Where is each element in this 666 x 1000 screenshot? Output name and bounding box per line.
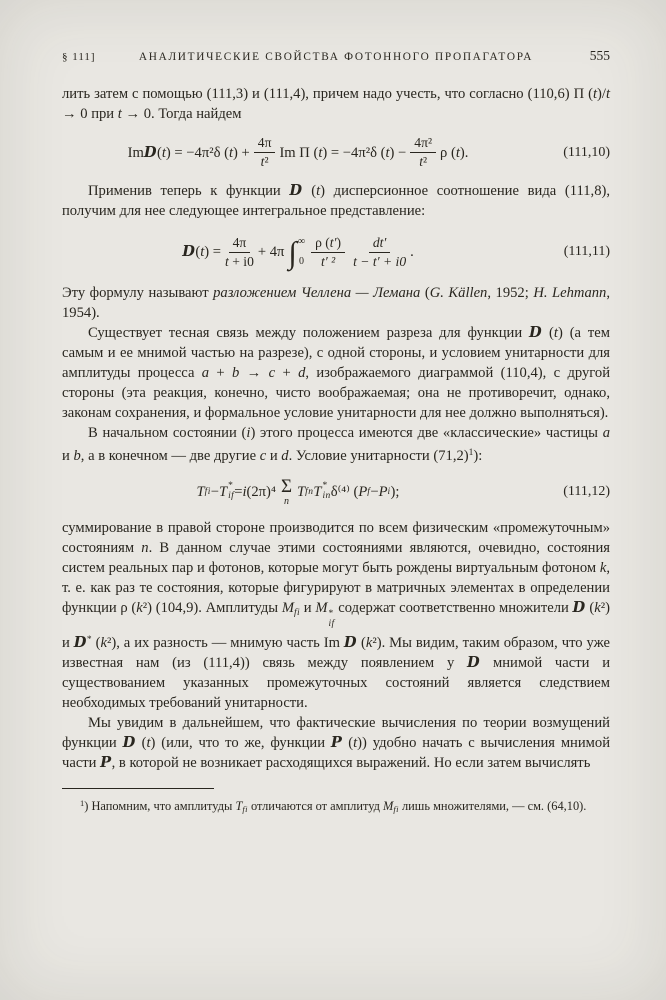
text-run: 4π²	[414, 135, 433, 150]
text-run: + 4π	[257, 244, 285, 261]
text-run: a	[602, 425, 610, 442]
page-body	[62, 84, 610, 773]
fraction	[311, 235, 345, 270]
text-run: Мы увидим в дальнейшем, что фактические вычисления по теории возмущений функции	[62, 715, 610, 751]
text-run: содержат соответственно множители	[334, 600, 573, 617]
text-run: t	[117, 106, 122, 122]
integral-upper-limit: ∞	[297, 236, 306, 248]
text-run: , в которой не возникает расходящихся выражений. Но если затем вычислять	[111, 755, 591, 771]
paragraph-3	[62, 283, 610, 323]
text-run: )/	[597, 86, 606, 102]
text-run: d	[298, 365, 306, 382]
text-run: k	[594, 600, 601, 617]
text-run: t − t′ + i0	[353, 253, 407, 269]
text-run: лить затем с помощью (111,3) и (111,4), причем надо учесть, что согласно (110,6) Π (	[62, 86, 593, 102]
text-run: ) дисперсионное соотношение вида (111,8), получим для нее следующее интегральное представление:	[62, 183, 610, 220]
fraction-numerator	[369, 235, 391, 253]
equation-content	[197, 477, 400, 507]
paragraph-4	[62, 323, 610, 423]
fraction	[410, 135, 436, 170]
text-run: t	[316, 183, 321, 200]
text-run: D	[182, 243, 196, 261]
text-run: , т. е. как раз те состояния, которые фигурируют в матричных элементах в определении функции ρ (	[62, 560, 610, 617]
text-run: ρ (	[315, 234, 330, 250]
text-run: k	[599, 560, 607, 577]
text-run: fi	[294, 608, 301, 619]
text-run: (	[156, 144, 162, 161]
text-run: b	[73, 448, 81, 465]
footnote-rule	[62, 788, 214, 789]
text-run: суммирование в правой стороне производится по всем физическим «промежуточным» состояниям	[62, 520, 610, 557]
text-run: T	[313, 484, 322, 501]
text-run: (	[195, 244, 201, 261]
equation-number: (111,12)	[563, 484, 610, 500]
text-run: P	[330, 734, 343, 751]
paragraph-1	[62, 84, 610, 124]
text-run: , изображаемого диаграммой (110,4), с другой стороны (эта реакция, конечно, чисто воображаемая; она не противоречит, однако, законам сохранения, и формальное условие унитарности для нее должно выполняться).	[62, 365, 611, 422]
text-run: −	[370, 484, 379, 501]
equation-content	[128, 135, 469, 170]
text-run: 4π	[257, 135, 272, 150]
text-run: D	[143, 143, 157, 161]
text-run: (	[91, 635, 101, 651]
text-run: +	[275, 365, 299, 382]
text-run: i	[242, 484, 247, 501]
display-equation-111-10	[62, 135, 610, 170]
text-run: D	[343, 634, 358, 651]
text-run: и	[300, 600, 316, 617]
display-equation-111-11	[62, 232, 610, 272]
text-run: →	[239, 365, 269, 382]
text-run: отличаются от амплитуд	[247, 799, 384, 813]
text-run: ) (а тем самым и ее мнимой частью на разрезе), с одной стороны, и условием унитарности для амплитуды процесса	[62, 325, 610, 382]
text-run: (	[357, 635, 366, 651]
text-run: −	[210, 484, 219, 501]
text-run: ²) (104,9). Амплитуды	[142, 600, 282, 617]
paragraph-7	[62, 713, 610, 773]
text-run: ) = −4π²δ (	[322, 144, 386, 161]
text-run: fn	[305, 487, 314, 498]
text-run: T	[235, 799, 243, 813]
integral-limits	[298, 232, 305, 272]
display-equation-111-12	[62, 477, 610, 507]
text-run: H. Lehmann	[533, 285, 607, 302]
fraction	[225, 235, 254, 270]
page-number: 555	[589, 48, 610, 63]
text-run: t	[200, 244, 205, 261]
integral-sign: ∫	[288, 234, 297, 270]
text-run: Im	[127, 144, 144, 161]
text-run: M	[383, 799, 394, 813]
text-run: (	[135, 735, 147, 751]
text-run: t	[353, 735, 358, 751]
fraction-denominator	[419, 153, 427, 170]
paragraph-2	[62, 181, 610, 221]
text-run: t	[605, 86, 610, 102]
text-run: (	[302, 183, 317, 200]
text-run: t	[455, 144, 460, 161]
text-run: t	[385, 144, 390, 161]
text-run: (	[542, 325, 554, 342]
fraction-numerator	[229, 235, 251, 253]
subscript: if	[328, 619, 335, 630]
text-run: fi	[204, 487, 211, 498]
text-run: )	[336, 234, 342, 250]
text-run: t′ ²	[320, 253, 336, 269]
fraction-denominator	[321, 253, 335, 270]
summation-index: n	[284, 496, 290, 508]
fraction-numerator	[254, 135, 276, 153]
text-run: a	[201, 365, 210, 382]
text-run: ) −	[389, 144, 407, 161]
text-run: (2π)⁴	[246, 484, 276, 501]
text-run: ) (или, что то же, функции	[150, 735, 331, 751]
text-run: t	[318, 144, 323, 161]
text-run: ρ (	[440, 144, 456, 161]
running-title: АНАЛИТИЧЕСКИЕ СВОЙСТВА ФОТОННОГО ПРОПАГАТОРА	[138, 51, 534, 63]
text-run: M	[281, 600, 294, 617]
text-run: f	[367, 487, 371, 498]
text-run: +	[209, 365, 233, 382]
text-run: k	[100, 635, 107, 651]
text-run: ) +	[233, 144, 250, 161]
text-run: fi	[393, 804, 399, 814]
text-run: и	[266, 448, 282, 465]
text-run: P	[100, 754, 112, 771]
text-run: P	[358, 484, 368, 501]
text-run: i	[387, 487, 391, 498]
footnote-area	[62, 788, 610, 818]
fraction-denominator	[353, 253, 406, 270]
text-run: . В данном случае этими состояниями являются, очевидно, состояния систем реальных пар и фотонов, которые могут быть рождены виртуальным фотоном	[62, 540, 610, 577]
text-run: В начальном состоянии (	[88, 425, 247, 442]
text-run: t	[161, 144, 166, 161]
integral	[288, 232, 305, 272]
text-run: δ⁽⁴⁾ (	[330, 484, 359, 501]
text-run: =	[234, 484, 243, 501]
fraction-numerator	[410, 135, 436, 153]
text-run: k	[136, 600, 143, 617]
text-run: ) = −4π²δ (	[165, 144, 229, 161]
text-run: (	[342, 735, 354, 751]
paragraph-5	[62, 423, 610, 466]
text-run: T	[218, 484, 228, 501]
running-header	[62, 48, 610, 64]
superscript: *	[328, 609, 334, 620]
text-run: лишь множителями, — см. (64,10).	[398, 799, 587, 813]
summation-sign: Σ	[280, 476, 293, 498]
text-run: . Условие унитарности (71,2)	[288, 448, 469, 465]
paragraph-6	[62, 518, 610, 713]
text-run: ) =	[204, 244, 222, 261]
subscript: in	[322, 491, 331, 502]
text-run: c	[259, 448, 267, 465]
superscript: *	[322, 481, 328, 492]
text-run: t	[228, 144, 234, 161]
text-run: i	[246, 425, 251, 442]
text-run: k	[365, 635, 373, 651]
integral-lower-limit: 0	[298, 256, 304, 268]
text-run: D	[122, 734, 136, 751]
text-run: D	[289, 182, 303, 200]
text-run: ).	[459, 144, 469, 161]
superscript-subscript	[323, 482, 331, 502]
text-run: разложением Челлена — Лемана	[213, 285, 421, 302]
fraction-numerator	[311, 235, 345, 253]
superscript: *	[228, 481, 233, 492]
text-run: , 1952;	[487, 285, 534, 302]
text-run: G. Källen	[429, 285, 488, 302]
text-run: Применив теперь к функции	[88, 183, 290, 200]
text-run: мнимой части и существованием указанных промежуточных состояний является следствием необходимых требований унитарности.	[62, 655, 611, 711]
text-run: , 1954).	[62, 285, 611, 322]
text-run: t	[553, 325, 558, 342]
subscript: if	[228, 491, 235, 502]
text-run: .	[410, 244, 414, 261]
text-run: D	[73, 634, 87, 651]
text-run: ) этого процесса имеются две «классические» частицы	[250, 425, 603, 442]
text-run: t	[419, 154, 423, 170]
text-run: dt′	[372, 234, 387, 250]
text-run: 1	[468, 448, 474, 459]
text-run: ²), а их разность — мнимую часть Im	[106, 635, 344, 651]
text-run: fi	[242, 804, 248, 814]
text-run: ) Напомним, что амплитуды	[84, 799, 236, 813]
text-run: ²	[423, 154, 428, 170]
fraction-denominator	[225, 253, 254, 270]
text-run: D	[572, 599, 586, 617]
text-run: b	[232, 365, 240, 382]
text-run: n	[141, 540, 149, 557]
text-run: )) удобно начать с вычисления мнимой части	[62, 735, 611, 771]
text-run: и	[62, 448, 74, 465]
text-run: );	[390, 484, 400, 501]
text-run: t	[592, 86, 598, 102]
fraction-denominator	[261, 153, 269, 170]
text-run: → 0. Тогда найдем	[121, 106, 242, 122]
section-marker: § 111]	[62, 51, 96, 63]
text-run: T	[297, 484, 306, 501]
text-run: t′	[329, 234, 337, 250]
equation-content	[182, 232, 414, 272]
text-run: → 0 при	[62, 106, 118, 122]
text-run: *	[86, 635, 92, 645]
text-run: ²). Мы видим, таким образом, что уже известная нам (из (111,4)) связь между появлением у	[62, 635, 610, 671]
text-run: c	[268, 365, 276, 382]
summation	[281, 477, 292, 507]
text-run: Im Π (	[279, 144, 319, 161]
text-run: Существует тесная связь между положением разреза для функции	[88, 325, 530, 342]
text-run: , а в конечном — две другие	[80, 448, 260, 465]
text-run: ²	[264, 154, 269, 170]
text-run: 4π	[232, 234, 247, 250]
text-run: d	[281, 448, 289, 465]
text-run: ²) и	[62, 600, 610, 651]
text-run: (	[585, 600, 595, 617]
text-run: T	[196, 484, 205, 501]
text-run: t	[146, 735, 151, 751]
text-run: Эту формулу называют	[62, 285, 214, 302]
fraction	[254, 135, 276, 170]
fraction	[353, 235, 406, 270]
footnote-text	[62, 795, 610, 818]
equation-number: (111,11)	[563, 244, 610, 260]
equation-number: (111,10)	[563, 144, 610, 160]
text-run: + i0	[228, 253, 254, 269]
text-run: M	[315, 600, 328, 617]
text-run: 1	[80, 798, 85, 808]
text-run: (	[420, 285, 430, 302]
text-run: ):	[473, 448, 483, 465]
text-run: t	[260, 154, 265, 170]
text-run: P	[378, 484, 388, 501]
text-run: t	[225, 253, 229, 269]
text-run: D	[467, 654, 481, 671]
text-run: D	[529, 324, 543, 342]
